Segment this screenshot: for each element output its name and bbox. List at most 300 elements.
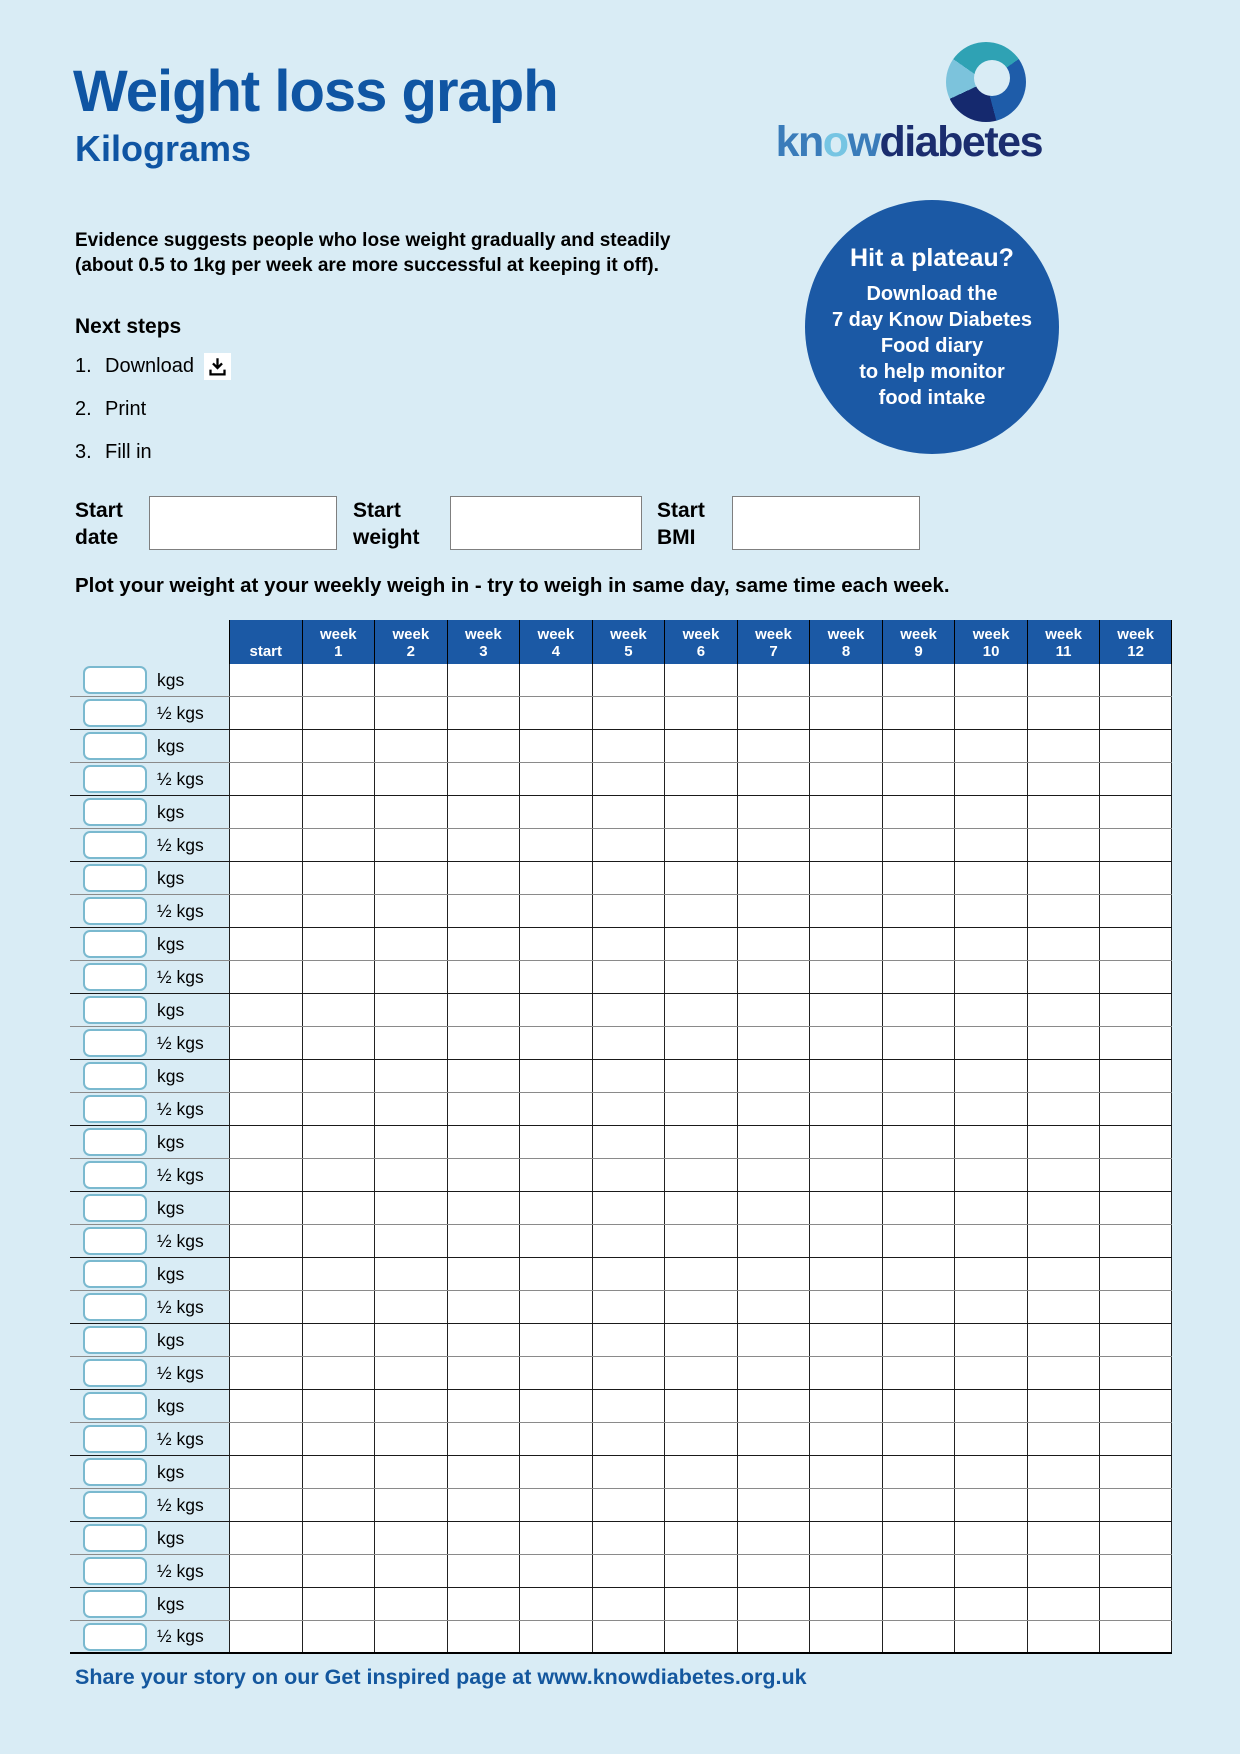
plot-cell-week-6[interactable]: [664, 1423, 737, 1455]
weight-value-input[interactable]: [83, 699, 147, 727]
plot-cell-week-8[interactable]: [809, 1522, 882, 1554]
plot-cell-week-3[interactable]: [447, 1357, 520, 1389]
weight-value-input[interactable]: [83, 1557, 147, 1585]
plot-cell-week-7[interactable]: [737, 730, 810, 762]
plot-cell-week-3[interactable]: [447, 796, 520, 828]
plot-cell-week-6[interactable]: [664, 796, 737, 828]
plot-cell-week-2[interactable]: [374, 1258, 447, 1290]
plot-cell-week-1[interactable]: [302, 1621, 375, 1652]
plot-cell-week-2[interactable]: [374, 664, 447, 696]
plot-cell-week-8[interactable]: [809, 1621, 882, 1652]
plot-cell-week-3[interactable]: [447, 895, 520, 927]
plot-cell-start[interactable]: [229, 1126, 302, 1158]
plot-cell-week-1[interactable]: [302, 1390, 375, 1422]
plot-cell-week-5[interactable]: [592, 1357, 665, 1389]
plot-cell-start[interactable]: [229, 730, 302, 762]
plot-cell-week-10[interactable]: [954, 1192, 1027, 1224]
plot-cell-week-8[interactable]: [809, 829, 882, 861]
plot-cell-week-12[interactable]: [1099, 1060, 1172, 1092]
weight-value-input[interactable]: [83, 765, 147, 793]
plot-cell-week-4[interactable]: [519, 1060, 592, 1092]
weight-value-input[interactable]: [83, 831, 147, 859]
plot-cell-week-3[interactable]: [447, 664, 520, 696]
plot-cell-week-9[interactable]: [882, 664, 955, 696]
plot-cell-week-2[interactable]: [374, 862, 447, 894]
plot-cell-week-10[interactable]: [954, 763, 1027, 795]
plot-cell-week-11[interactable]: [1027, 1192, 1100, 1224]
plot-cell-week-2[interactable]: [374, 1621, 447, 1652]
plot-cell-week-3[interactable]: [447, 1192, 520, 1224]
plot-cell-week-9[interactable]: [882, 829, 955, 861]
plot-cell-week-4[interactable]: [519, 1588, 592, 1620]
plot-cell-week-6[interactable]: [664, 961, 737, 993]
plot-cell-week-10[interactable]: [954, 1456, 1027, 1488]
plot-cell-week-7[interactable]: [737, 928, 810, 960]
plot-cell-week-9[interactable]: [882, 928, 955, 960]
plot-cell-week-5[interactable]: [592, 1159, 665, 1191]
plot-cell-week-12[interactable]: [1099, 1588, 1172, 1620]
plot-cell-week-7[interactable]: [737, 862, 810, 894]
plot-cell-week-6[interactable]: [664, 1621, 737, 1652]
plot-cell-week-3[interactable]: [447, 961, 520, 993]
plot-cell-week-5[interactable]: [592, 862, 665, 894]
plot-cell-week-11[interactable]: [1027, 994, 1100, 1026]
plot-cell-week-3[interactable]: [447, 928, 520, 960]
plot-cell-week-5[interactable]: [592, 1027, 665, 1059]
plot-cell-week-7[interactable]: [737, 895, 810, 927]
plot-cell-week-12[interactable]: [1099, 1159, 1172, 1191]
weight-value-input[interactable]: [83, 1392, 147, 1420]
plot-cell-week-5[interactable]: [592, 1126, 665, 1158]
weight-value-input[interactable]: [83, 963, 147, 991]
plot-cell-week-6[interactable]: [664, 1489, 737, 1521]
weight-value-input[interactable]: [83, 1590, 147, 1618]
plot-cell-week-2[interactable]: [374, 994, 447, 1026]
plot-cell-week-3[interactable]: [447, 1258, 520, 1290]
weight-value-input[interactable]: [83, 1458, 147, 1486]
plot-cell-week-8[interactable]: [809, 1489, 882, 1521]
plot-cell-week-1[interactable]: [302, 730, 375, 762]
plot-cell-week-6[interactable]: [664, 1390, 737, 1422]
plot-cell-week-1[interactable]: [302, 1456, 375, 1488]
plot-cell-week-12[interactable]: [1099, 1489, 1172, 1521]
plot-cell-week-8[interactable]: [809, 1159, 882, 1191]
plot-cell-week-8[interactable]: [809, 664, 882, 696]
plot-cell-week-7[interactable]: [737, 1093, 810, 1125]
plot-cell-week-10[interactable]: [954, 1522, 1027, 1554]
plot-cell-week-9[interactable]: [882, 763, 955, 795]
plot-cell-start[interactable]: [229, 664, 302, 696]
plot-cell-week-12[interactable]: [1099, 895, 1172, 927]
plot-cell-week-10[interactable]: [954, 1423, 1027, 1455]
plot-cell-week-12[interactable]: [1099, 796, 1172, 828]
plot-cell-week-12[interactable]: [1099, 730, 1172, 762]
plot-cell-week-10[interactable]: [954, 796, 1027, 828]
plot-cell-week-10[interactable]: [954, 961, 1027, 993]
plot-cell-week-9[interactable]: [882, 1192, 955, 1224]
plot-cell-week-5[interactable]: [592, 796, 665, 828]
plot-cell-week-11[interactable]: [1027, 928, 1100, 960]
plot-cell-week-5[interactable]: [592, 1060, 665, 1092]
plot-cell-week-8[interactable]: [809, 1390, 882, 1422]
plot-cell-week-7[interactable]: [737, 1324, 810, 1356]
plot-cell-week-9[interactable]: [882, 1489, 955, 1521]
plot-cell-week-10[interactable]: [954, 1093, 1027, 1125]
plot-cell-week-7[interactable]: [737, 1291, 810, 1323]
plot-cell-week-1[interactable]: [302, 796, 375, 828]
plot-cell-week-11[interactable]: [1027, 1324, 1100, 1356]
weight-value-input[interactable]: [83, 1128, 147, 1156]
plot-cell-week-12[interactable]: [1099, 1093, 1172, 1125]
plot-cell-week-4[interactable]: [519, 664, 592, 696]
plot-cell-week-6[interactable]: [664, 994, 737, 1026]
plot-cell-week-9[interactable]: [882, 1027, 955, 1059]
plot-cell-week-2[interactable]: [374, 1093, 447, 1125]
plot-cell-week-7[interactable]: [737, 1225, 810, 1257]
weight-value-input[interactable]: [83, 864, 147, 892]
plot-cell-week-8[interactable]: [809, 796, 882, 828]
plot-cell-week-12[interactable]: [1099, 829, 1172, 861]
plot-cell-week-2[interactable]: [374, 1291, 447, 1323]
plot-cell-week-8[interactable]: [809, 1060, 882, 1092]
plot-cell-week-4[interactable]: [519, 1390, 592, 1422]
plot-cell-week-4[interactable]: [519, 1357, 592, 1389]
plot-cell-week-7[interactable]: [737, 1588, 810, 1620]
plot-cell-week-9[interactable]: [882, 1423, 955, 1455]
plot-cell-week-7[interactable]: [737, 1126, 810, 1158]
plot-cell-week-5[interactable]: [592, 1522, 665, 1554]
plot-cell-week-5[interactable]: [592, 1423, 665, 1455]
weight-value-input[interactable]: [83, 1524, 147, 1552]
plot-cell-week-12[interactable]: [1099, 1390, 1172, 1422]
plot-cell-start[interactable]: [229, 1423, 302, 1455]
plot-cell-week-10[interactable]: [954, 928, 1027, 960]
plot-cell-week-4[interactable]: [519, 928, 592, 960]
plot-cell-start[interactable]: [229, 1192, 302, 1224]
plot-cell-week-7[interactable]: [737, 763, 810, 795]
plot-cell-week-6[interactable]: [664, 829, 737, 861]
plot-cell-week-2[interactable]: [374, 1555, 447, 1587]
plot-cell-week-1[interactable]: [302, 1555, 375, 1587]
plot-cell-week-6[interactable]: [664, 697, 737, 729]
plot-cell-week-2[interactable]: [374, 763, 447, 795]
plot-cell-week-5[interactable]: [592, 1621, 665, 1652]
plot-cell-week-11[interactable]: [1027, 1456, 1100, 1488]
plot-cell-start[interactable]: [229, 1291, 302, 1323]
plot-cell-week-11[interactable]: [1027, 1489, 1100, 1521]
plot-cell-week-6[interactable]: [664, 1324, 737, 1356]
plot-cell-week-7[interactable]: [737, 1258, 810, 1290]
plot-cell-week-9[interactable]: [882, 1324, 955, 1356]
plot-cell-week-3[interactable]: [447, 1291, 520, 1323]
plot-cell-week-4[interactable]: [519, 1522, 592, 1554]
plot-cell-week-5[interactable]: [592, 1456, 665, 1488]
plot-cell-week-7[interactable]: [737, 697, 810, 729]
plot-cell-week-8[interactable]: [809, 862, 882, 894]
weight-value-input[interactable]: [83, 1227, 147, 1255]
weight-value-input[interactable]: [83, 1491, 147, 1519]
plot-cell-week-12[interactable]: [1099, 1324, 1172, 1356]
plot-cell-week-3[interactable]: [447, 730, 520, 762]
plot-cell-week-5[interactable]: [592, 1225, 665, 1257]
plot-cell-week-12[interactable]: [1099, 994, 1172, 1026]
plot-cell-week-5[interactable]: [592, 1324, 665, 1356]
plot-cell-start[interactable]: [229, 1258, 302, 1290]
plot-cell-week-9[interactable]: [882, 730, 955, 762]
plot-cell-start[interactable]: [229, 895, 302, 927]
plot-cell-start[interactable]: [229, 862, 302, 894]
plot-cell-week-11[interactable]: [1027, 730, 1100, 762]
plot-cell-week-6[interactable]: [664, 1456, 737, 1488]
plot-cell-week-3[interactable]: [447, 1489, 520, 1521]
plot-cell-week-4[interactable]: [519, 1489, 592, 1521]
plot-cell-week-1[interactable]: [302, 1588, 375, 1620]
plot-cell-week-10[interactable]: [954, 862, 1027, 894]
plot-cell-week-6[interactable]: [664, 1159, 737, 1191]
plot-cell-week-2[interactable]: [374, 1357, 447, 1389]
plot-cell-week-10[interactable]: [954, 664, 1027, 696]
plot-cell-week-6[interactable]: [664, 1522, 737, 1554]
plot-cell-week-12[interactable]: [1099, 664, 1172, 696]
plot-cell-week-12[interactable]: [1099, 1423, 1172, 1455]
plot-cell-start[interactable]: [229, 1621, 302, 1652]
weight-value-input[interactable]: [83, 1260, 147, 1288]
plot-cell-week-1[interactable]: [302, 664, 375, 696]
plot-cell-week-1[interactable]: [302, 928, 375, 960]
plot-cell-week-2[interactable]: [374, 829, 447, 861]
plot-cell-start[interactable]: [229, 829, 302, 861]
plot-cell-week-8[interactable]: [809, 697, 882, 729]
plot-cell-week-5[interactable]: [592, 1390, 665, 1422]
plot-cell-week-9[interactable]: [882, 1390, 955, 1422]
plot-cell-start[interactable]: [229, 1060, 302, 1092]
plot-cell-week-3[interactable]: [447, 1456, 520, 1488]
plot-cell-start[interactable]: [229, 1357, 302, 1389]
weight-value-input[interactable]: [83, 1194, 147, 1222]
plot-cell-week-4[interactable]: [519, 1192, 592, 1224]
plot-cell-week-2[interactable]: [374, 928, 447, 960]
plot-cell-week-4[interactable]: [519, 895, 592, 927]
plot-cell-week-8[interactable]: [809, 763, 882, 795]
plot-cell-week-7[interactable]: [737, 1489, 810, 1521]
plot-cell-week-5[interactable]: [592, 730, 665, 762]
plot-cell-week-5[interactable]: [592, 664, 665, 696]
plot-cell-week-1[interactable]: [302, 1522, 375, 1554]
plot-cell-week-1[interactable]: [302, 1192, 375, 1224]
plot-cell-week-11[interactable]: [1027, 1390, 1100, 1422]
plot-cell-week-8[interactable]: [809, 895, 882, 927]
plot-cell-week-6[interactable]: [664, 1588, 737, 1620]
plot-cell-week-11[interactable]: [1027, 1159, 1100, 1191]
plot-cell-week-5[interactable]: [592, 1192, 665, 1224]
plot-cell-week-9[interactable]: [882, 1456, 955, 1488]
plot-cell-week-2[interactable]: [374, 895, 447, 927]
plot-cell-week-4[interactable]: [519, 1093, 592, 1125]
plot-cell-week-8[interactable]: [809, 1093, 882, 1125]
plot-cell-week-11[interactable]: [1027, 1060, 1100, 1092]
plot-cell-week-12[interactable]: [1099, 697, 1172, 729]
plot-cell-week-10[interactable]: [954, 730, 1027, 762]
plot-cell-week-10[interactable]: [954, 829, 1027, 861]
plot-cell-week-1[interactable]: [302, 1093, 375, 1125]
plot-cell-week-2[interactable]: [374, 1324, 447, 1356]
plot-cell-week-2[interactable]: [374, 730, 447, 762]
plot-cell-start[interactable]: [229, 1390, 302, 1422]
plot-cell-week-8[interactable]: [809, 1324, 882, 1356]
plot-cell-start[interactable]: [229, 1489, 302, 1521]
plot-cell-week-11[interactable]: [1027, 763, 1100, 795]
plot-cell-week-1[interactable]: [302, 1027, 375, 1059]
plot-cell-week-7[interactable]: [737, 1159, 810, 1191]
plot-cell-week-12[interactable]: [1099, 1522, 1172, 1554]
plot-cell-week-7[interactable]: [737, 796, 810, 828]
plot-cell-week-3[interactable]: [447, 862, 520, 894]
plot-cell-week-3[interactable]: [447, 1027, 520, 1059]
plot-cell-week-9[interactable]: [882, 862, 955, 894]
plot-cell-week-5[interactable]: [592, 763, 665, 795]
plot-cell-week-3[interactable]: [447, 763, 520, 795]
plot-cell-start[interactable]: [229, 1522, 302, 1554]
plot-cell-week-6[interactable]: [664, 1027, 737, 1059]
plot-cell-week-4[interactable]: [519, 1555, 592, 1587]
plot-cell-week-8[interactable]: [809, 994, 882, 1026]
plot-cell-week-9[interactable]: [882, 1060, 955, 1092]
plot-cell-week-12[interactable]: [1099, 763, 1172, 795]
plot-cell-week-3[interactable]: [447, 1588, 520, 1620]
plot-cell-week-4[interactable]: [519, 763, 592, 795]
plot-cell-week-10[interactable]: [954, 1027, 1027, 1059]
weight-value-input[interactable]: [83, 1326, 147, 1354]
plot-cell-week-8[interactable]: [809, 1456, 882, 1488]
weight-value-input[interactable]: [83, 1359, 147, 1387]
plot-cell-week-4[interactable]: [519, 961, 592, 993]
plot-cell-week-8[interactable]: [809, 1192, 882, 1224]
plot-cell-week-11[interactable]: [1027, 796, 1100, 828]
plot-cell-week-1[interactable]: [302, 1291, 375, 1323]
plot-cell-week-11[interactable]: [1027, 1357, 1100, 1389]
plot-cell-week-8[interactable]: [809, 730, 882, 762]
plot-cell-week-4[interactable]: [519, 1621, 592, 1652]
plot-cell-week-12[interactable]: [1099, 862, 1172, 894]
plot-cell-week-12[interactable]: [1099, 1291, 1172, 1323]
plot-cell-week-4[interactable]: [519, 1456, 592, 1488]
plot-cell-week-7[interactable]: [737, 664, 810, 696]
plot-cell-week-5[interactable]: [592, 1291, 665, 1323]
plot-cell-week-6[interactable]: [664, 1357, 737, 1389]
plot-cell-week-1[interactable]: [302, 763, 375, 795]
weight-value-input[interactable]: [83, 1029, 147, 1057]
plot-cell-week-2[interactable]: [374, 1456, 447, 1488]
plot-cell-week-7[interactable]: [737, 1555, 810, 1587]
plot-cell-week-4[interactable]: [519, 994, 592, 1026]
plot-cell-week-6[interactable]: [664, 1192, 737, 1224]
plot-cell-week-1[interactable]: [302, 961, 375, 993]
plot-cell-week-12[interactable]: [1099, 1192, 1172, 1224]
plot-cell-week-6[interactable]: [664, 895, 737, 927]
weight-value-input[interactable]: [83, 930, 147, 958]
plot-cell-week-8[interactable]: [809, 1588, 882, 1620]
weight-value-input[interactable]: [83, 1095, 147, 1123]
plot-cell-week-2[interactable]: [374, 1522, 447, 1554]
weight-value-input[interactable]: [83, 897, 147, 925]
plot-cell-week-11[interactable]: [1027, 1225, 1100, 1257]
plot-cell-start[interactable]: [229, 763, 302, 795]
plot-cell-week-4[interactable]: [519, 862, 592, 894]
plot-cell-week-12[interactable]: [1099, 1258, 1172, 1290]
plot-cell-week-2[interactable]: [374, 1390, 447, 1422]
plot-cell-week-11[interactable]: [1027, 697, 1100, 729]
plot-cell-week-2[interactable]: [374, 961, 447, 993]
plot-cell-week-6[interactable]: [664, 1225, 737, 1257]
plot-cell-week-6[interactable]: [664, 1291, 737, 1323]
plot-cell-week-11[interactable]: [1027, 1588, 1100, 1620]
plot-cell-week-4[interactable]: [519, 1126, 592, 1158]
plot-cell-week-10[interactable]: [954, 1489, 1027, 1521]
plot-cell-week-1[interactable]: [302, 1357, 375, 1389]
plot-cell-start[interactable]: [229, 697, 302, 729]
plot-cell-week-2[interactable]: [374, 1060, 447, 1092]
plot-cell-week-12[interactable]: [1099, 1621, 1172, 1652]
plot-cell-week-1[interactable]: [302, 1489, 375, 1521]
plot-cell-week-11[interactable]: [1027, 1126, 1100, 1158]
plot-cell-week-10[interactable]: [954, 1126, 1027, 1158]
weight-value-input[interactable]: [83, 1062, 147, 1090]
download-icon[interactable]: [204, 353, 231, 380]
plot-cell-week-4[interactable]: [519, 1225, 592, 1257]
plot-cell-week-11[interactable]: [1027, 862, 1100, 894]
plot-cell-week-11[interactable]: [1027, 829, 1100, 861]
plot-cell-start[interactable]: [229, 1456, 302, 1488]
plot-cell-week-6[interactable]: [664, 1060, 737, 1092]
plot-cell-week-8[interactable]: [809, 1555, 882, 1587]
plot-cell-week-4[interactable]: [519, 1423, 592, 1455]
plot-cell-start[interactable]: [229, 928, 302, 960]
plot-cell-week-10[interactable]: [954, 895, 1027, 927]
plot-cell-week-2[interactable]: [374, 1423, 447, 1455]
plot-cell-week-9[interactable]: [882, 1291, 955, 1323]
plot-cell-week-11[interactable]: [1027, 664, 1100, 696]
plot-cell-week-7[interactable]: [737, 1060, 810, 1092]
plot-cell-week-7[interactable]: [737, 1027, 810, 1059]
plot-cell-week-5[interactable]: [592, 994, 665, 1026]
plot-cell-week-6[interactable]: [664, 763, 737, 795]
plot-cell-week-10[interactable]: [954, 1060, 1027, 1092]
plot-cell-week-10[interactable]: [954, 994, 1027, 1026]
plot-cell-week-4[interactable]: [519, 796, 592, 828]
plot-cell-start[interactable]: [229, 1555, 302, 1587]
plot-cell-week-9[interactable]: [882, 1555, 955, 1587]
plot-cell-week-6[interactable]: [664, 928, 737, 960]
plot-cell-week-9[interactable]: [882, 697, 955, 729]
plot-cell-start[interactable]: [229, 994, 302, 1026]
plot-cell-week-5[interactable]: [592, 829, 665, 861]
weight-value-input[interactable]: [83, 996, 147, 1024]
plot-cell-week-8[interactable]: [809, 1423, 882, 1455]
plot-cell-week-8[interactable]: [809, 1225, 882, 1257]
plot-cell-week-10[interactable]: [954, 1621, 1027, 1652]
plot-cell-week-1[interactable]: [302, 1225, 375, 1257]
plot-cell-week-4[interactable]: [519, 1159, 592, 1191]
plot-cell-week-4[interactable]: [519, 1027, 592, 1059]
plot-cell-week-12[interactable]: [1099, 1225, 1172, 1257]
plot-cell-week-12[interactable]: [1099, 1357, 1172, 1389]
plot-cell-week-11[interactable]: [1027, 1555, 1100, 1587]
plot-cell-week-2[interactable]: [374, 1159, 447, 1191]
plot-cell-week-10[interactable]: [954, 1291, 1027, 1323]
plot-cell-week-3[interactable]: [447, 1522, 520, 1554]
plot-cell-week-10[interactable]: [954, 1357, 1027, 1389]
plot-cell-week-10[interactable]: [954, 1225, 1027, 1257]
